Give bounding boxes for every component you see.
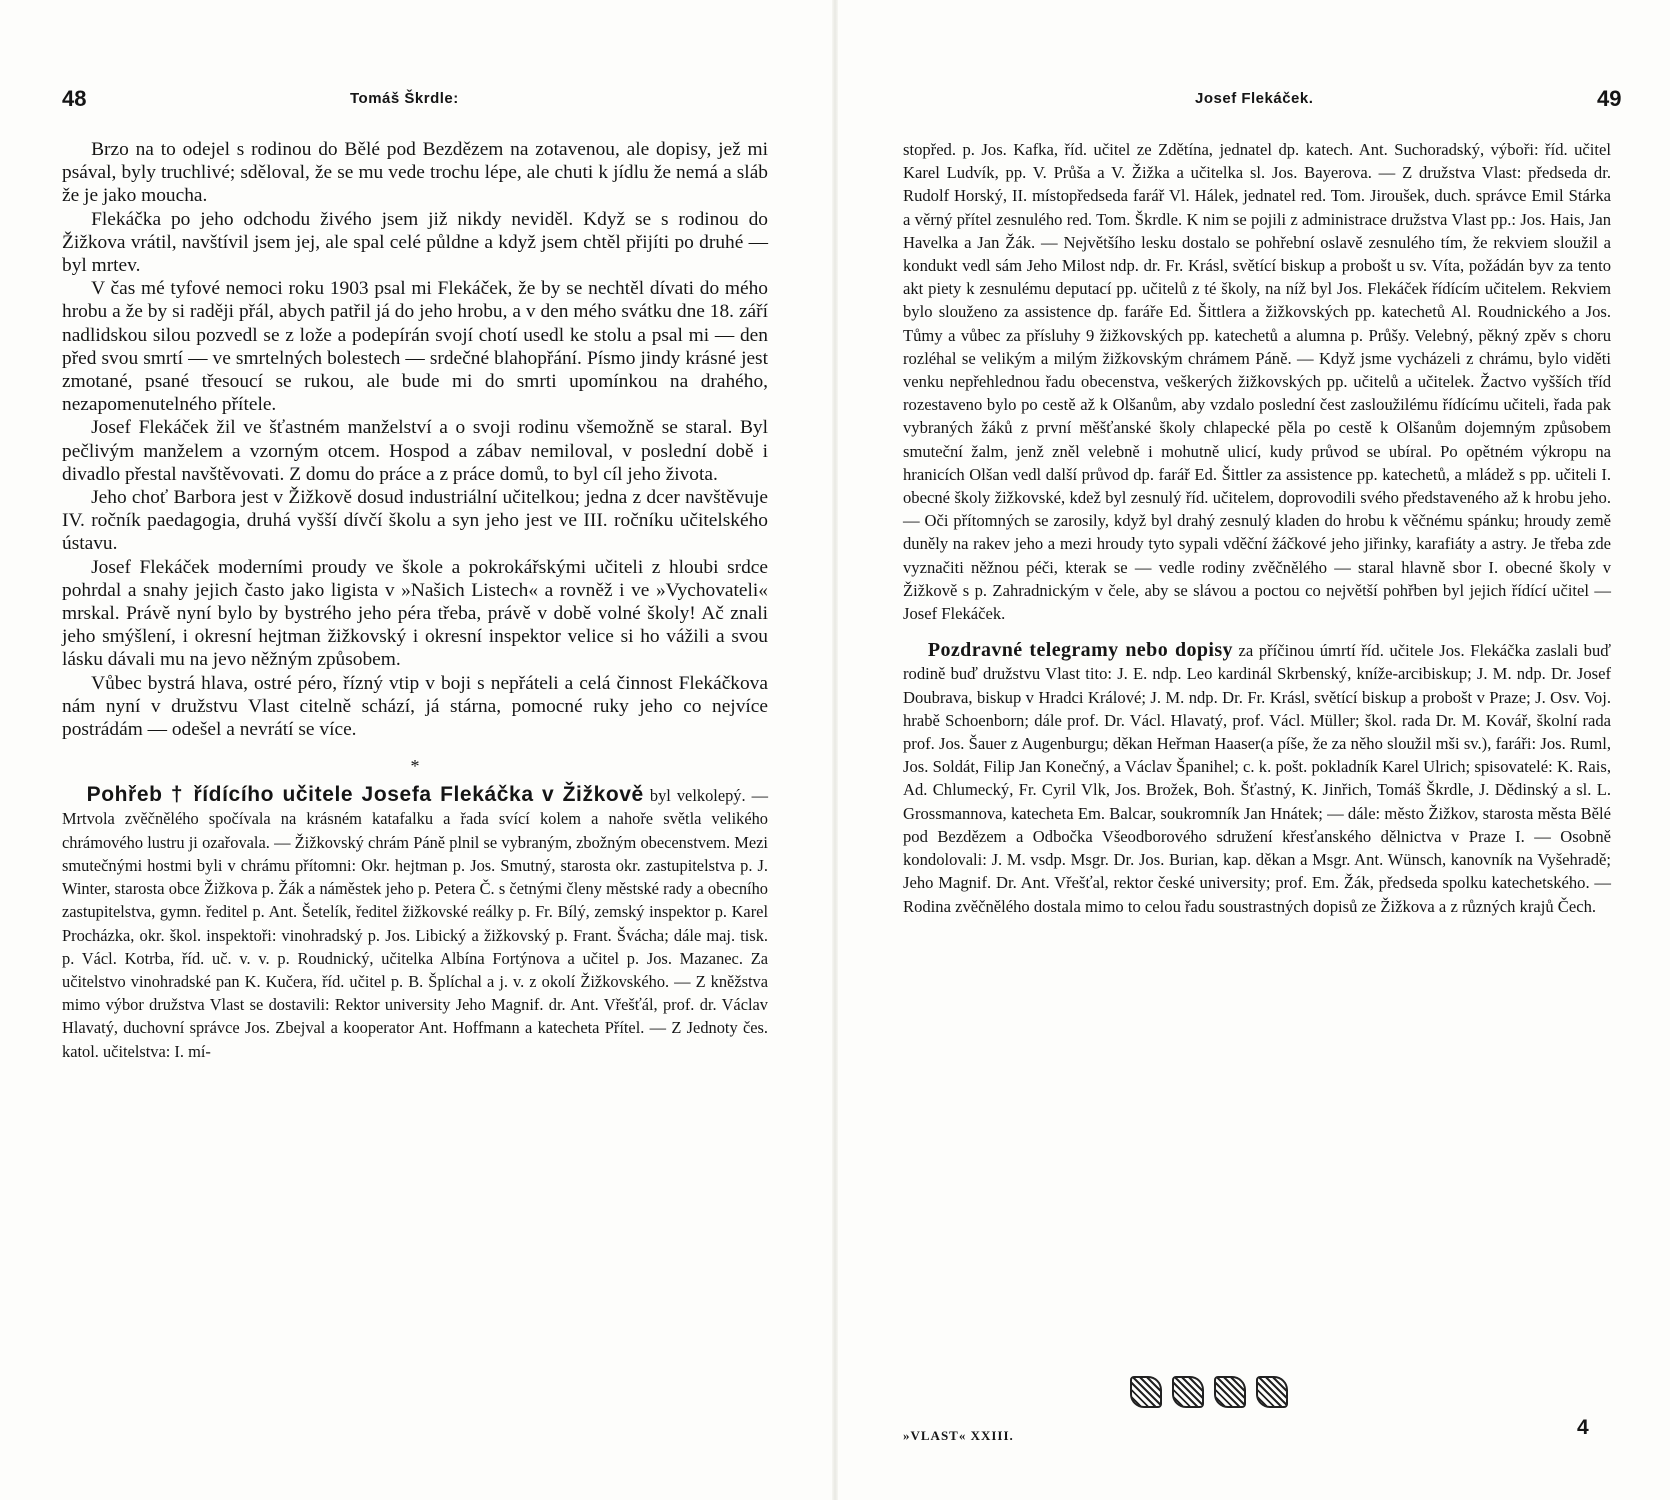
paragraph: V čas mé tyfové nemoci roku 1903 psal mi Flekáček, že by se nechtěl dívati do mého hrobu a že by si raději přál, abych patřil já do jeho hrobu, a v den mého svátku dne 18. září nadlidskou silou pozvedl se z lože a podepírán svojí chotí usedl ke stolu a psal mi — den před svou smrtí — ve smrtelných bolestech — srdečné blahopřání. Písmo jindy krásné jest zmotané, psané třesoucí se rukou, ale bude mi do smrti upomínkou na drahého, nezapomenutelného přítele. [62, 278, 768, 416]
paragraph: Vůbec bystrá hlava, ostré péro, řízný vtip v boji s nepřáteli a celá činnost Flekáčkova nám nyní v družstvu Vlast citelně schází, já stárna, pomocné ruky jeho co nejvíce postrádám — odešel a nevrátí se více. [62, 672, 768, 741]
footer-sheet-number: 4 [1577, 1416, 1589, 1439]
page-number-left: 48 [62, 86, 87, 111]
leaf-ornament-icon [1172, 1376, 1204, 1408]
leaf-ornament-icon [1214, 1376, 1246, 1408]
telegram-paragraph [903, 639, 1611, 917]
page-number-right: 49 [1597, 86, 1622, 111]
section-divider-asterisk: * [410, 756, 420, 777]
paragraph: Josef Flekáček žil ve šťastném manželství a o svoji rodinu všemožně se staral. Byl pečlivým manželem a vzorným otcem. Hospod a zábav nemiloval, v poslední době i divadlo přestal navštěvovati. Z domu do práce a z práce domů, to byl cíl jeho života. [62, 417, 768, 485]
paragraph: Jeho choť Barbora jest v Žižkově dosud industriální učitelkou; jedna z dcer navštěvuje IV. ročník paedagogia, druhá vyšší dívčí školu a syn jeho jest ve III. ročníku učitelského ústavu. [62, 487, 768, 555]
funeral-paragraph [62, 783, 768, 1062]
footer-signature: »VLAST« XXIII. [903, 1428, 1014, 1443]
paragraph: Josef Flekáček moderními proudy ve škole a pokrokářskými učiteli z hloubi srdce pohrdal a snahy jejich často jako ligista v »Našich Listech« a rovněž i ve »Vychovateli« mrskal. Právě nyní bylo by bystrého jeho péra třeba, právě v době volné školy! Ač znali jeho smýšlení, i okresní hejtman žižkovský i okresní inspektor velice si ho vážili a svou lásku dávali mu na jevo něžným způsobem. [62, 556, 768, 671]
funeral-text: byl velkolepý. — Mrtvola zvěčnělého spočívala na krásném katafalku a řada svící kolem a nahoře světla velikého chrámového lustru ji ozařovala. — Žižkovský chrám Páně plnil se vybraným, zbožným obecenstvem. Mezi smutečnými hostmi byli v chrámu přítomni: Okr. hejtman p. Jos. Smutný, starosta okr. zastupitelstva p. J. Winter, starosta obce Žižkova p. Žák a náměstek jeho p. Petera Č. s četnými členy městské rady a obecního zastupitelstva, gymn. ředitel p. Ant. Šetelík, ředitel žižkovské reálky p. Fr. Bílý, zemský inspektor p. Karel Procházka, okr. škol. inspektoři: vinohradský p. Jos. Libický a žižkovský p. Frant. Švácha; dále maj. tisk. p. Václ. Kotrba, říd. uč. v. v. p. Roudnický, učitelka Albína Fortýnova a učitel p. Jos. Mazanec. Za učitelstvo vinohradské pan K. Kučera, říd. učitel p. B. Šplíchal a j. v. z okolí Žižkovského. — Z kněžstva mimo výbor družstva Vlast se dostavili: Rektor university Jeho Magnif. dr. Ant. Vřešťál, prof. dr. Václav Hlavatý, duchovní správce Jos. Zbejval a kooperator Ant. Hoffmann a katecheta Přítel. — Z Jednoty čes. katol. učitelstva: I. mí- [62, 786, 768, 1061]
funeral-heading: Pohřeb † řídícího učitele Josefa Flekáčka v Žižkově [86, 783, 644, 807]
running-head-left: Tomáš Škrdle: [350, 90, 459, 107]
funeral-continued-paragraph: stopřed. p. Jos. Kafka, říd. učitel ze Zdětína, jednatel dp. katech. Ant. Suchoradský, výboři: říd. učitel Karel Ludvík, pp. V. Průša a V. Žižka a učitelka sl. Jos. Bayerova. — Z družstva Vlast: předseda dr. Rudolf Horský, II. místopředseda farář Vl. Hálek, jednatel red. Tom. Jiroušek, duch. správce Emil Stárka a věrný přítel zesnulého red. Tom. Škrdle. K nim se pojili z administrace družstva Vlast pp.: Jos. Hais, Jan Havelka a Jan Žák. — Největšího lesku dostalo se pohřební oslavě zesnulého tím, že rekviem sloužil a kondukt vedl sám Jeho Milost ndp. dr. Fr. Krásl, světící biskup a probošt u sv. Víta, požádán byv za tento akt piety k zesnulému deputací pp. učitelů z té školy, na níž byl Jos. Flekáček řídícím učitelem. Rekviem bylo slouženo za assistence dp. faráře Ed. Šittlera a žižkovských pp. katechetů Al. Roudnického a Jos. Tůmy a vůbec za přísluhy 9 žižkovských pp. katechetů a alumna p. Průšy. Velebný, pěkný zpěv s choru rozléhal se velikým a milým žižkovským chrámem Páně. — Když jsme vycházeli z chrámu, bylo viděti venku nepřehlednou řadu obecenstva, veškerých žižkovských pp. učitelů a učitelek. Žactvo vyšších tříd rozestaveno bylo po cestě až k Olšanům, aby vzdalo poslední čest zasloužilému řídícímu učiteli, řada pak vybraných žáků z první měšťanské školy chlapecké pěla po cestě k Olšanům dojemným způsobem smuteční žalm, jenž zněl velebně i mohutně ulicí, kudy průvod se ubíral. Po opětném výkropu na hranicích Olšan vedl další průvod dp. farář Ed. Šittler za assistence pp. katechetů, a mládež s pp. učiteli I. obecné školy žižkovské, kdež byl zesnulý říd. učitelem, doprovodili svého představeného až k hrobu jeho. — Oči přítomných se zarosily, když byl drahý zesnulý kladen do hrobu k věčnému spánku; hroudy země duněly na rakev jeho a mezi hroudy tyto sypali vděční žáčkové jeho jiřinky, karafiáty a astry. Je třeba zde vyznačiti něžnou péči, kterak se — vedle rodiny zvěčnělého — staral hlavně sbor I. obecné školy v Žižkově s p. Zahradnickým v čele, aby se slávou a poctou co největší pohřben byl jejich řídící učitel — Josef Flekáček. [903, 140, 1611, 624]
telegram-heading: Pozdravné telegramy nebo dopisy [927, 639, 1233, 662]
right-page [835, 0, 1670, 1500]
ornament-row [1130, 1376, 1288, 1408]
telegram-text: za příčinou úmrtí říd. učitele Jos. Flekáčka zaslali buď rodině buď družstvu Vlast tito: J. E. ndp. Leo kardinál Skrbenský, kníže-arcibiskup; J. M. ndp. Dr. Josef Doubrava, biskup v Hradci Králové; J. M. ndp. Dr. Fr. Krásl, světící biskup a probošt v Praze; J. Osv. Voj. hrabě Schoenborn; dále prof. Dr. Václ. Hlavatý, prof. Václ. Müller; škol. rada Dr. M. Kovář, školní rada prof. Jos. Šauer z Augenburgu; děkan Heřman Haaser(a píše, že za něho sloužil mši sv.), faráři: Jos. Ruml, Jos. Soldát, Filip Jan Konečný, a Václav Španihel; c. k. pošt. pokladník Karel Ulrich; spisovatelé: K. Rais, Ad. Chlumecký, Fr. Cyril Vlk, Jos. Brožek, Boh. Šťastný, K. Jinřich, Tomáš Škrdle, J. Dědinský a sl. L. Grossmannova, katecheta Em. Balcar, soukromník Jan Hnátek; — dále: město Žižkov, starosta města Bělé pod Bezdězem a Odbočka Všeodborového sdružení křesťanského dělnictva v Praze I. — Osobně kondolovali: J. M. vsdp. Msgr. Dr. Jos. Burian, kap. děkan a Msgr. Ant. Wünsch, kanovník na Vyšehradě; Jeho Magnif. Dr. Ant. Vřešťal, rektor české university; prof. Em. Žák, předseda spolku katechetského. — Rodina zvěčnělého dostala mimo to celou řadu soustrastných dopisů ze Žižkova a z různých krajů Čech. [903, 641, 1611, 916]
paragraph: Brzo na to odejel s rodinou do Bělé pod Bezdězem na zotavenou, ale dopisy, jež mi psával, byly truchlivé; sděloval, že se mu vede trochu lépe, ale chuti k jídlu že nemá a sláb že je jako moucha. [62, 139, 768, 207]
paragraph: Flekáčka po jeho odchodu živého jsem již nikdy neviděl. Když se s rodinou do Žižkova vrátil, navštívil jsem jej, ale spal celé půldne a když jsem chtěl přijíti po druhé — byl mrtev. [62, 208, 768, 277]
leaf-ornament-icon [1130, 1376, 1162, 1408]
running-head-right: Josef Flekáček. [1195, 90, 1314, 107]
left-text-column [62, 138, 768, 1063]
leaf-ornament-icon [1256, 1376, 1288, 1408]
right-text-column [903, 138, 1611, 918]
